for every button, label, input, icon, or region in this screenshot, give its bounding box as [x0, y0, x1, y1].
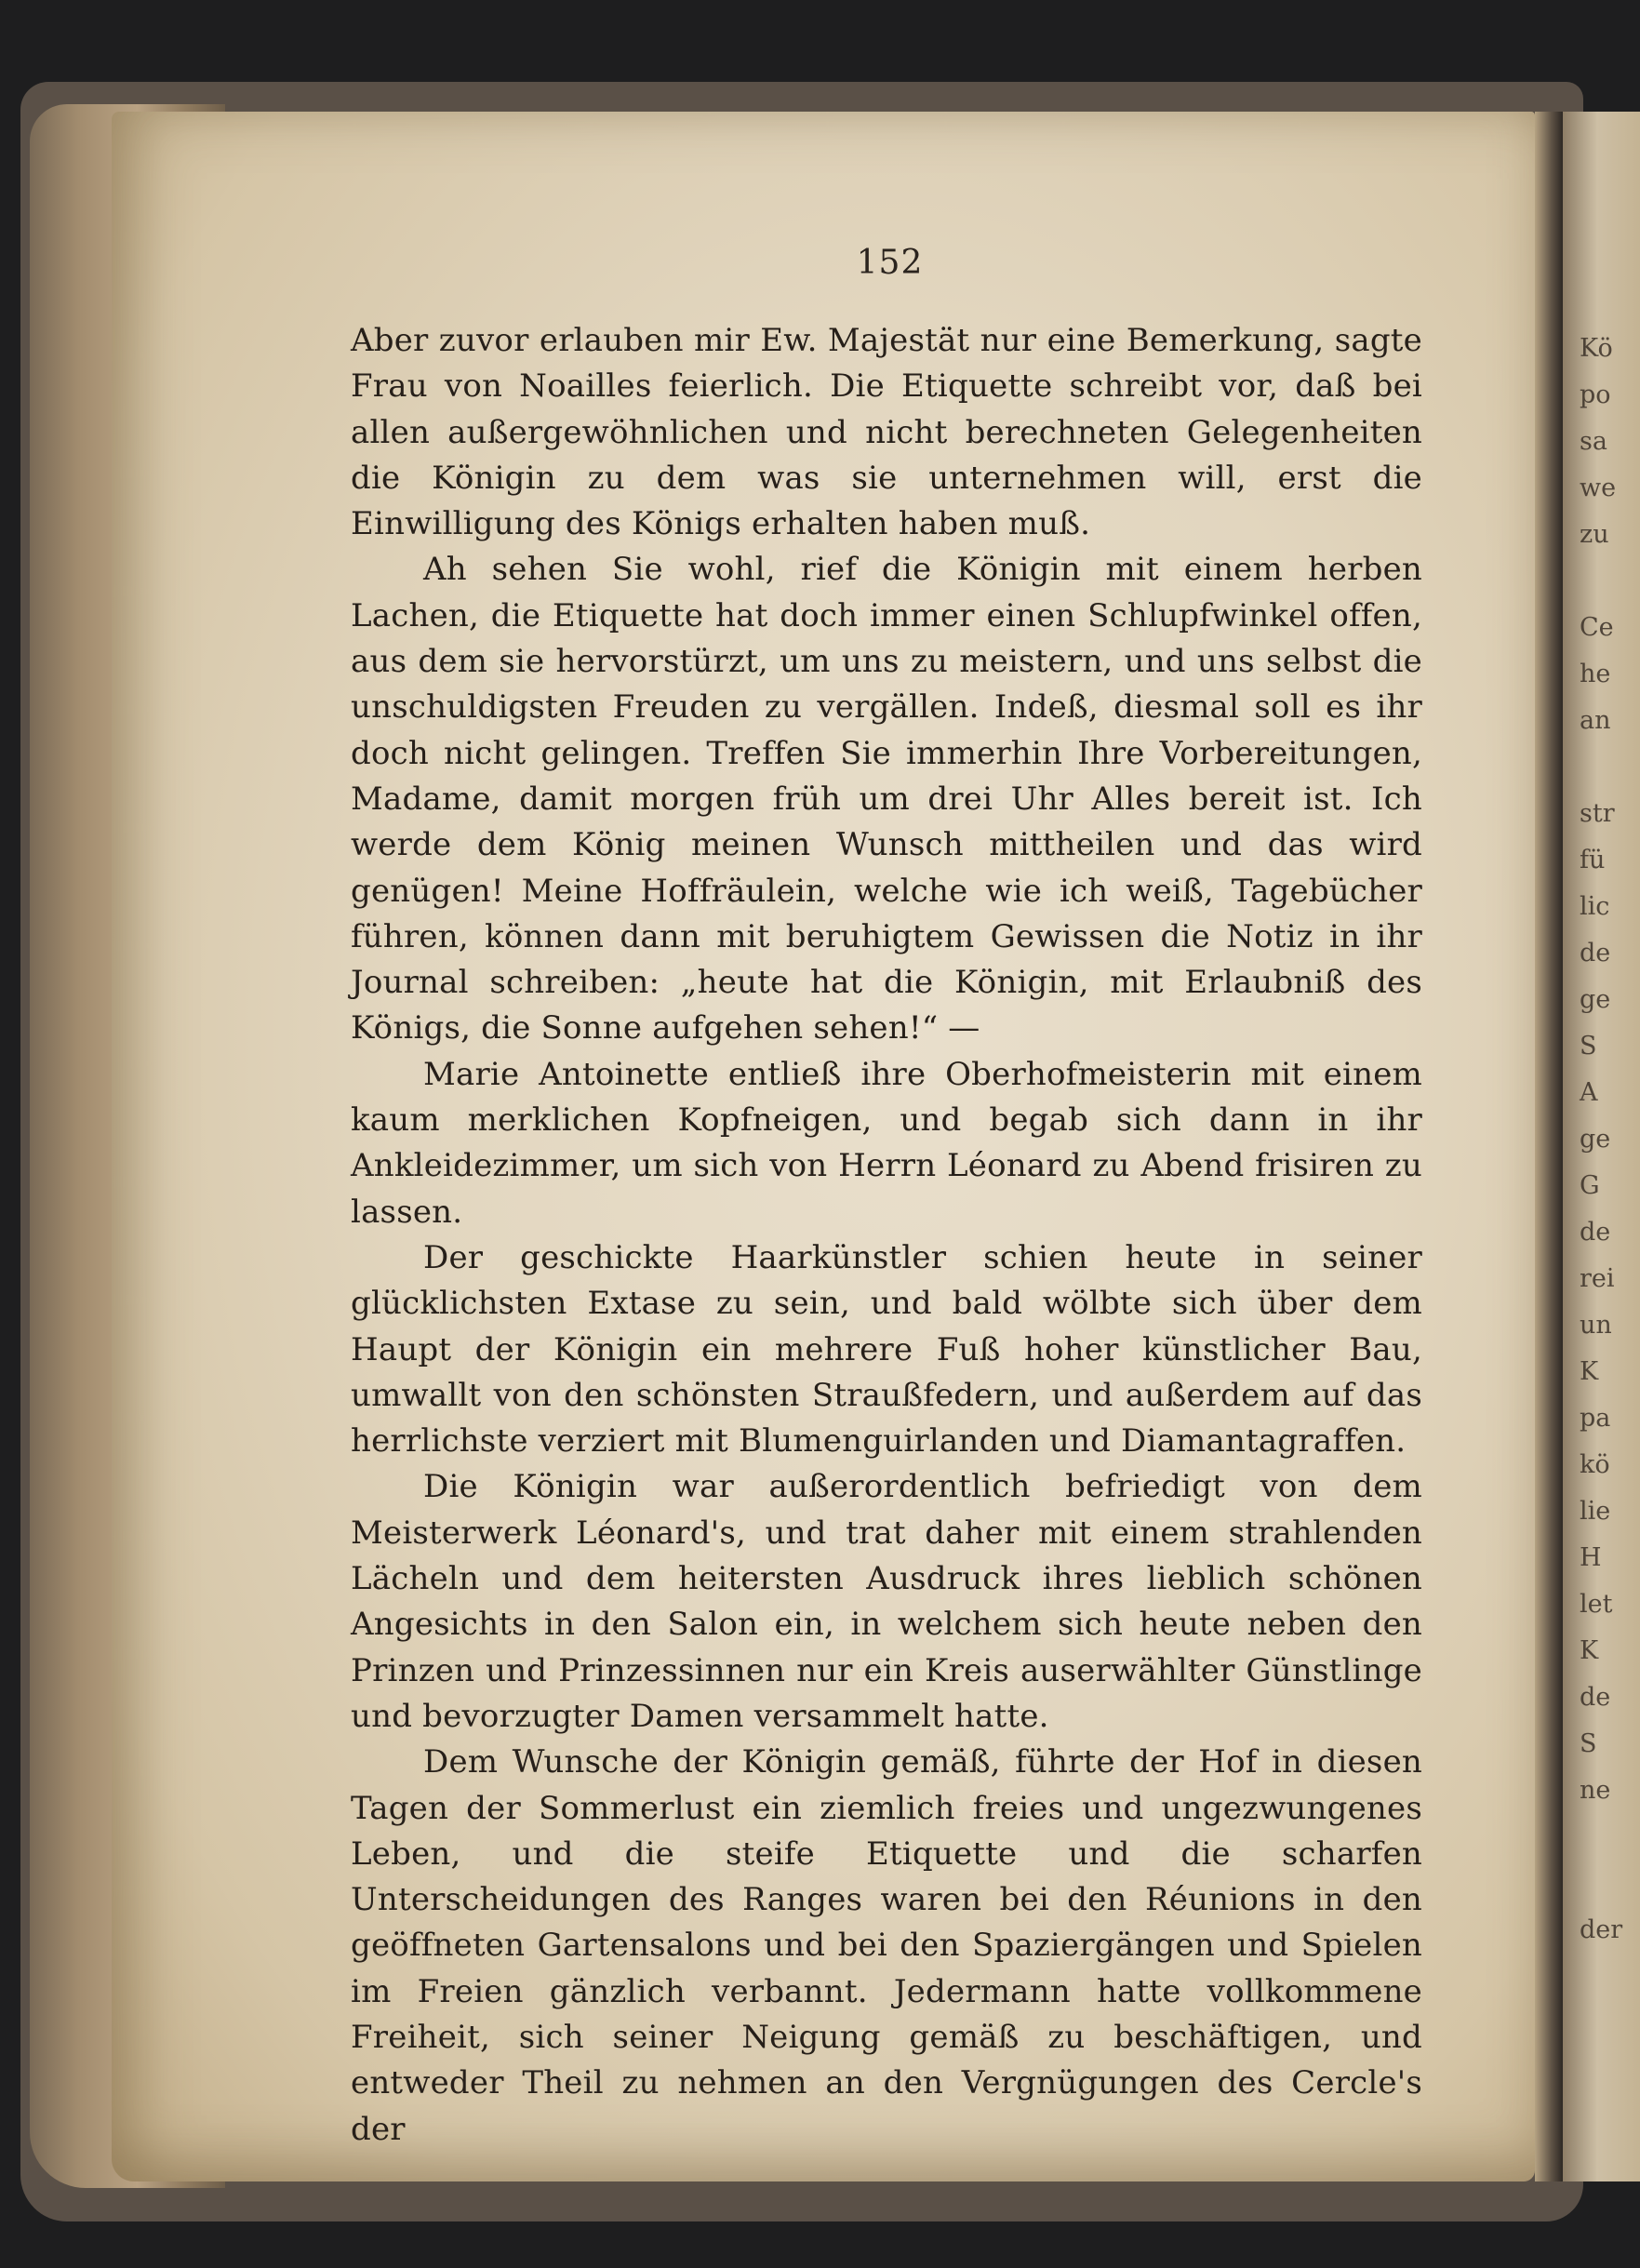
paragraph: Die Königin war außerordentlich befriedigt von dem Meisterwerk Léonard's, und trat daher mit einem strahlenden Lächeln und dem heitersten Ausdruck ihres lieblich schönen Angesichts in den Salon ein, in welchem sich heute neben den Prinzen und Prinzessinnen nur ein Kreis auserwählter Günstlinge und bevorzugter Damen versammelt hatte.	[351, 1468, 1422, 1735]
page-number: 152	[856, 244, 924, 282]
facing-page-text: Kö po sa we zu Ce he an str fü lic de ge S A ge G de rei un K pa kö lie H let K de S ne der	[1580, 334, 1623, 1944]
paragraph: Dem Wunsche der Königin gemäß, führte der Hof in diesen Tagen der Sommerlust ein ziemlich freies und ungezwungenes Leben, und die steife Etiquette und die scharfen Unterscheidungen des Ranges waren bei den Réunions in den geöffneten Gartensalons und bei den Spaziergängen und Spielen im Freien gänzlich verbannt. Jedermann hatte vollkommene Freiheit, sich seiner Neigung gemäß zu beschäftigen, und entweder Theil zu nehmen an den Vergnügungen des Cercle's der	[351, 1743, 1422, 2148]
paragraph: Der geschickte Haarkünstler schien heute in seiner glücklichsten Extase zu sein, und bald wölbte sich über dem Haupt der Königin ein mehrere Fuß hoher künstlicher Bau, umwallt von den schönsten Straußfedern, und außerdem auf das herrlichste verziert mit Blumenguirlanden und Diamantagraffen.	[351, 1238, 1422, 1461]
paragraph: Aber zuvor erlauben mir Ew. Majestät nur eine Bemerkung, sagte Frau von Noailles feierlich. Die Etiquette schreibt vor, daß bei allen außergewöhnlichen und nicht berechneten Gelegenheiten die Königin zu dem was sie unternehmen will, erst die Einwilligung des Königs erhalten haben muß.	[351, 322, 1422, 543]
book-gutter	[1535, 112, 1563, 2181]
body-text	[351, 318, 1422, 2153]
facing-page	[1563, 112, 1640, 2181]
paragraph: Marie Antoinette entließ ihre Oberhofmeisterin mit einem kaum merklichen Kopfneigen, und begab sich dann in ihr Ankleidezimmer, um sich von Herrn Léonard zu Abend frisiren zu lassen.	[351, 1055, 1422, 1231]
paragraph: Ah sehen Sie wohl, rief die Königin mit einem herben Lachen, die Etiquette hat doch immer einen Schlupfwinkel offen, aus dem sie hervorstürzt, um uns zu meistern, und uns selbst die unschuldigsten Freuden zu vergällen. Indeß, diesmal soll es ihr doch nicht gelingen. Treffen Sie immerhin Ihre Vorbereitungen, Madame, damit morgen früh um drei Uhr Alles bereit ist. Ich werde dem König meinen Wunsch mittheilen und das wird genügen! Meine Hoffräulein, welche wie ich weiß, Tagebücher führen, können dann mit beruhigtem Gewissen die Notiz in ihr Journal schreiben: „heute hat die Königin, mit Erlaubniß des Königs, die Sonne aufgehen sehen!“ —	[351, 551, 1422, 1047]
